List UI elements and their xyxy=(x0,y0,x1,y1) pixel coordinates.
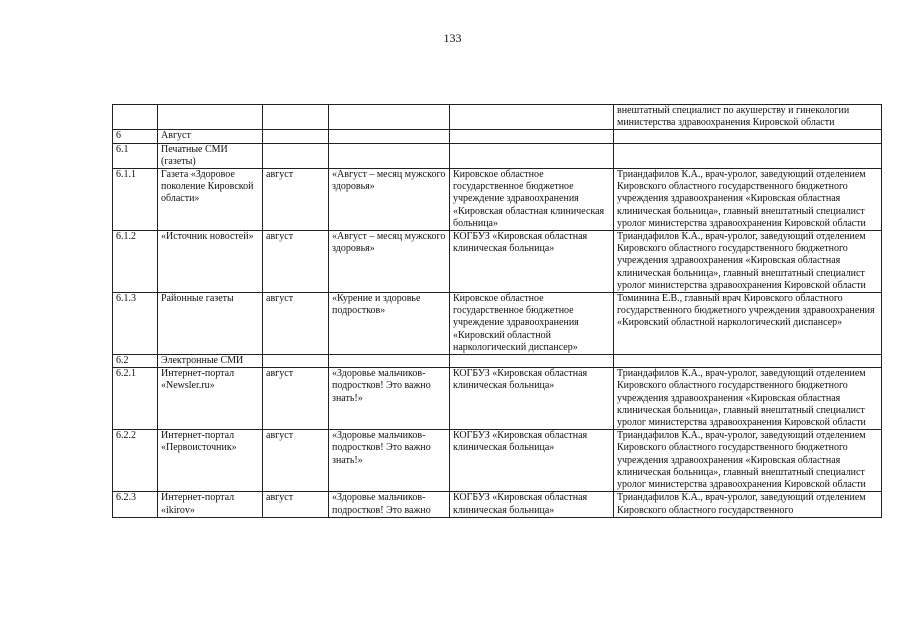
cell-responsible-person: Триандафилов К.А., врач-уролог, заведующий отделением Кировского областного государственного бюджетного учреждения здравоохранения «Кировская областная клиническая больница», главный внештатный специалист уролог министерства здравоохранения Кировской области xyxy=(614,368,882,430)
table-row xyxy=(113,130,882,143)
cell-organization: Кировское областное государственное бюджетное учреждение здравоохранения «Кировская областная клиническая больница» xyxy=(450,169,614,231)
cell-number: 6.1.2 xyxy=(113,231,158,293)
cell-period: август xyxy=(263,368,329,430)
cell-responsible-person: Томинина Е.В., главный врач Кировского областного государственного бюджетного учреждения здравоохранения «Кировский областной наркологический диспансер» xyxy=(614,293,882,355)
cell-period xyxy=(263,143,329,168)
cell-number: 6.1.1 xyxy=(113,169,158,231)
cell-period: август xyxy=(263,492,329,517)
cell-organization: КОГБУЗ «Кировская областная клиническая больница» xyxy=(450,492,614,517)
cell-responsible-person xyxy=(614,355,882,368)
cell-theme xyxy=(329,130,450,143)
cell-responsible-person xyxy=(614,143,882,168)
cell-outlet: Интернет-портал «Newsler.ru» xyxy=(158,368,263,430)
table-row xyxy=(113,105,882,130)
cell-responsible-person: внештатный специалист по акушерству и гинекологии министерства здравоохранения Кировской области xyxy=(614,105,882,130)
table-row xyxy=(113,368,882,430)
cell-theme: «Здоровье мальчиков-подростков! Это важно знать!» xyxy=(329,368,450,430)
cell-theme: «Август – месяц мужского здоровья» xyxy=(329,169,450,231)
cell-theme: «Здоровье мальчиков-подростков! Это важно знать!» xyxy=(329,430,450,492)
cell-period: август xyxy=(263,293,329,355)
cell-responsible-person: Триандафилов К.А., врач-уролог, заведующий отделением Кировского областного государственного бюджетного учреждения здравоохранения «Кировская областная клиническая больница», главный внештатный специалист уролог министерства здравоохранения Кировской области xyxy=(614,169,882,231)
cell-organization: КОГБУЗ «Кировская областная клиническая больница» xyxy=(450,430,614,492)
cell-period: август xyxy=(263,430,329,492)
cell-outlet: Печатные СМИ (газеты) xyxy=(158,143,263,168)
cell-organization xyxy=(450,355,614,368)
cell-organization xyxy=(450,130,614,143)
cell-outlet: Август xyxy=(158,130,263,143)
cell-outlet: Интернет-портал «Первоисточник» xyxy=(158,430,263,492)
cell-outlet: Интернет-портал «ikirov» xyxy=(158,492,263,517)
cell-number: 6.1 xyxy=(113,143,158,168)
media-plan-table xyxy=(112,104,882,518)
cell-outlet: Электронные СМИ xyxy=(158,355,263,368)
cell-organization: Кировское областное государственное бюджетное учреждение здравоохранения «Кировский областной наркологический диспансер» xyxy=(450,293,614,355)
table-row xyxy=(113,430,882,492)
cell-number: 6.2.1 xyxy=(113,368,158,430)
cell-outlet: Районные газеты xyxy=(158,293,263,355)
cell-period xyxy=(263,355,329,368)
cell-organization: КОГБУЗ «Кировская областная клиническая больница» xyxy=(450,231,614,293)
cell-organization: КОГБУЗ «Кировская областная клиническая больница» xyxy=(450,368,614,430)
page-number: 133 xyxy=(443,31,462,45)
cell-number: 6 xyxy=(113,130,158,143)
cell-organization xyxy=(450,143,614,168)
cell-period: август xyxy=(263,231,329,293)
cell-outlet: «Источник новостей» xyxy=(158,231,263,293)
cell-number: 6.2 xyxy=(113,355,158,368)
cell-period: август xyxy=(263,169,329,231)
cell-theme xyxy=(329,143,450,168)
cell-number xyxy=(113,105,158,130)
cell-number: 6.2.3 xyxy=(113,492,158,517)
cell-theme: «Курение и здоровье подростков» xyxy=(329,293,450,355)
table-row xyxy=(113,231,882,293)
cell-outlet xyxy=(158,105,263,130)
cell-responsible-person xyxy=(614,130,882,143)
table-body xyxy=(113,105,882,518)
cell-responsible-person: Триандафилов К.А., врач-уролог, заведующий отделением Кировского областного государственного бюджетного учреждения здравоохранения «Кировская областная клиническая больница», главный внештатный специалист уролог министерства здравоохранения Кировской области xyxy=(614,430,882,492)
cell-theme: «Август – месяц мужского здоровья» xyxy=(329,231,450,293)
table-viewport xyxy=(112,104,882,565)
table-row xyxy=(113,169,882,231)
cell-period xyxy=(263,105,329,130)
table-row xyxy=(113,143,882,168)
table-row xyxy=(113,355,882,368)
cell-number: 6.2.2 xyxy=(113,430,158,492)
cell-theme xyxy=(329,355,450,368)
cell-period xyxy=(263,130,329,143)
cell-organization xyxy=(450,105,614,130)
table-row xyxy=(113,293,882,355)
table-row xyxy=(113,492,882,517)
cell-responsible-person: Триандафилов К.А., врач-уролог, заведующий отделением Кировского областного государственного бюджетного учреждения здравоохранения «Кировская областная клиническая больница», главный внештатный специалист уролог министерства здравоохранения Кировской области xyxy=(614,231,882,293)
cell-number: 6.1.3 xyxy=(113,293,158,355)
cell-responsible-person: Триандафилов К.А., врач-уролог, заведующий отделением Кировского областного государственного xyxy=(614,492,882,517)
cell-theme xyxy=(329,105,450,130)
cell-outlet: Газета «Здоровое поколение Кировской области» xyxy=(158,169,263,231)
cell-theme: «Здоровье мальчиков-подростков! Это важно xyxy=(329,492,450,517)
